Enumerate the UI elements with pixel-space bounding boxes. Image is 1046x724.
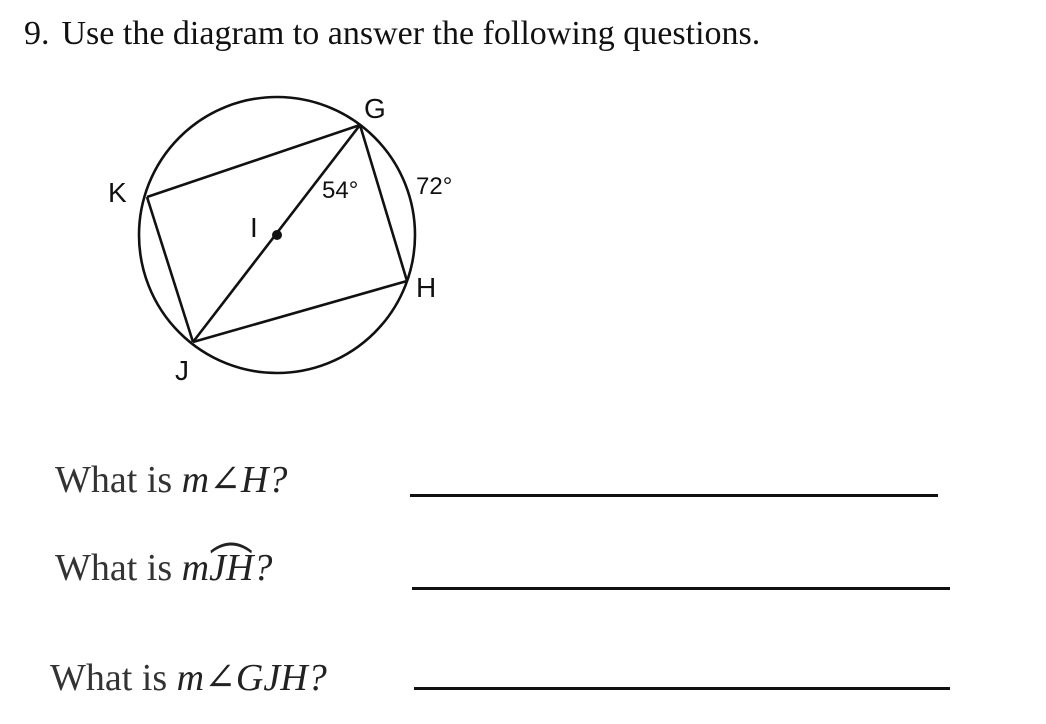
question-math-m: m [181, 547, 210, 589]
question-suffix: ? [307, 657, 327, 699]
angle-label: 54° [322, 177, 359, 204]
question-prefix: What is [55, 459, 182, 501]
question-header [24, 12, 760, 56]
arc-label-text: JH [209, 547, 254, 589]
label-h: H [416, 272, 437, 303]
label-j: J [175, 355, 189, 386]
question-row-angle-gjh [0, 650, 1046, 710]
arc-symbol [209, 540, 253, 554]
question-suffix: ? [253, 547, 273, 589]
question-row-angle-h [0, 452, 1046, 512]
question-row-arc-jh [0, 540, 1046, 600]
question-suffix: ? [268, 459, 288, 501]
answer-line[interactable] [410, 494, 938, 497]
diagram-svg [100, 80, 500, 400]
center-point [272, 230, 282, 240]
question-text [55, 456, 287, 504]
question-instruction: Use the diagram to answer the following questions. [61, 15, 761, 52]
label-k: K [108, 177, 127, 208]
question-text [55, 544, 272, 592]
answer-line[interactable] [412, 587, 950, 590]
question-text [50, 654, 327, 702]
question-math: m∠H [181, 459, 269, 501]
question-number: 9. [24, 15, 50, 52]
answer-line[interactable] [414, 687, 950, 690]
question-prefix: What is [50, 657, 177, 699]
label-g: G [364, 93, 386, 124]
arc-label: 72° [416, 173, 453, 200]
inscribed-quadrilateral-diagram [100, 80, 500, 400]
question-prefix: What is [55, 547, 182, 589]
arc-jh [209, 544, 253, 592]
question-math: m∠GJH [176, 657, 308, 699]
label-i: I [250, 212, 258, 243]
